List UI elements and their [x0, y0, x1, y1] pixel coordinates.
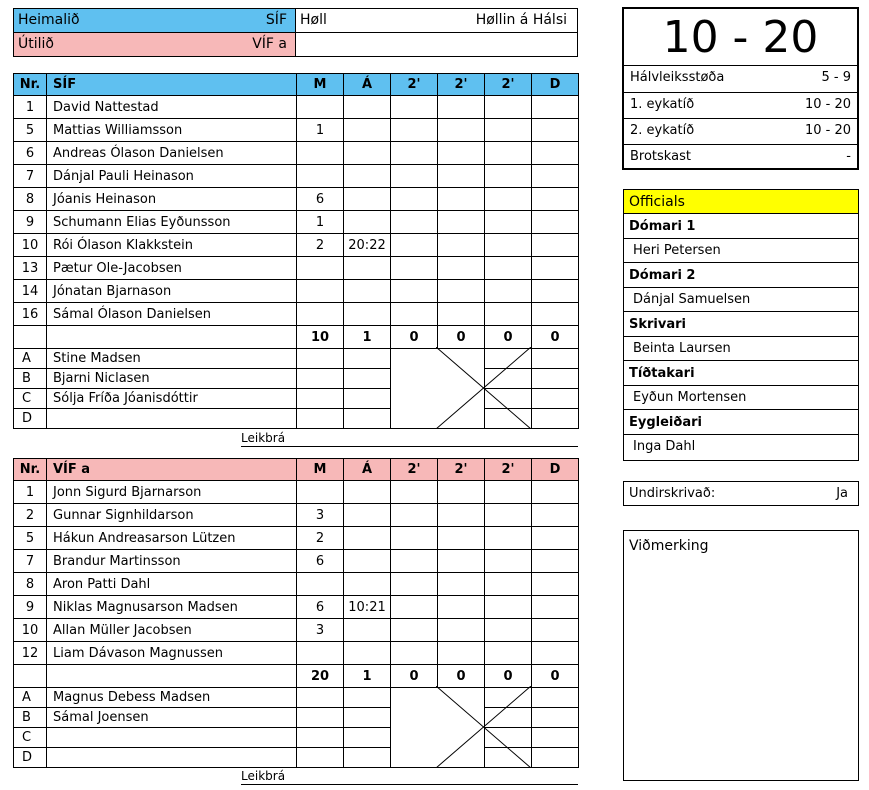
player-goals: 1	[297, 211, 344, 234]
player-goals: 6	[297, 596, 344, 619]
official-person: Beinta Laursen	[624, 337, 858, 361]
score-row-label: Brotskast	[630, 149, 691, 164]
signed-label: Undirskrivað:	[629, 486, 716, 501]
player-name: Rói Ólason Klakkstein	[47, 234, 297, 257]
player-goals: 2	[297, 527, 344, 550]
away-team-name: VÍF a	[252, 36, 287, 52]
score-row-value: -	[846, 149, 851, 164]
penalty-cell	[391, 303, 438, 326]
player-number: 6	[14, 142, 47, 165]
away-total-disq: 0	[532, 665, 579, 688]
official-cell	[344, 748, 391, 768]
penalty-cell	[391, 481, 438, 504]
player-name: Pætur Ole-Jacobsen	[47, 257, 297, 280]
player-row	[14, 142, 579, 165]
home-totals-row	[14, 326, 579, 349]
player-name: Andreas Ólason Danielsen	[47, 142, 297, 165]
player-name: Jonn Sigurd Bjarnarson	[47, 481, 297, 504]
official-cell	[532, 409, 579, 429]
player-goals	[297, 642, 344, 665]
penalty-cell	[532, 165, 579, 188]
player-row	[14, 527, 579, 550]
player-name: Niklas Magnusarson Madsen	[47, 596, 297, 619]
col-nr-header: Nr.	[14, 74, 47, 96]
penalty-cell	[532, 280, 579, 303]
official-code: C	[14, 389, 47, 409]
official-person: Heri Petersen	[624, 239, 858, 263]
venue-type: Høll	[300, 12, 327, 28]
away-total-2min: 0	[438, 665, 485, 688]
player-goals	[297, 303, 344, 326]
official-code: B	[14, 708, 47, 728]
official-person: Inga Dahl	[633, 439, 696, 454]
remark-box[interactable]	[623, 530, 859, 781]
official-code: B	[14, 369, 47, 389]
penalty-cell	[532, 550, 579, 573]
player-name: Liam Dávason Magnussen	[47, 642, 297, 665]
penalty-cell	[485, 142, 532, 165]
penalty-cell	[532, 619, 579, 642]
player-warning	[344, 550, 391, 573]
player-number: 10	[14, 234, 47, 257]
player-number: 16	[14, 303, 47, 326]
official-cell	[344, 688, 391, 708]
penalty-cell	[391, 642, 438, 665]
penalty-cell	[391, 119, 438, 142]
penalty-cell	[438, 234, 485, 257]
penalty-cell	[532, 96, 579, 119]
player-goals: 6	[297, 550, 344, 573]
score-row-label: Hálvleiksstøða	[630, 70, 725, 85]
official-cell	[297, 748, 344, 768]
player-name: Jóanis Heinason	[47, 188, 297, 211]
penalty-cell	[391, 211, 438, 234]
official-cell	[532, 389, 579, 409]
player-number: 9	[14, 211, 47, 234]
player-number: 5	[14, 119, 47, 142]
penalty-cell	[532, 119, 579, 142]
penalty-cell	[438, 619, 485, 642]
penalty-cell	[391, 165, 438, 188]
player-number: 9	[14, 596, 47, 619]
player-name: Jónatan Bjarnason	[47, 280, 297, 303]
penalty-cell	[438, 165, 485, 188]
away-total-2min: 0	[485, 665, 532, 688]
signed-box	[623, 481, 859, 506]
player-warning	[344, 257, 391, 280]
official-cell	[297, 349, 344, 369]
player-number: 1	[14, 96, 47, 119]
official-cell	[532, 708, 579, 728]
official-name	[47, 409, 297, 429]
player-goals	[297, 142, 344, 165]
player-number: 5	[14, 527, 47, 550]
cross-out-mark	[436, 347, 531, 429]
home-label-cell	[13, 8, 296, 33]
col-2min-header: 2'	[391, 459, 438, 481]
player-warning	[344, 280, 391, 303]
player-number: 2	[14, 504, 47, 527]
player-name: Aron Patti Dahl	[47, 573, 297, 596]
home-label: Heimalið	[18, 12, 80, 28]
player-row	[14, 481, 579, 504]
official-cell	[344, 389, 391, 409]
official-cell	[344, 369, 391, 389]
player-row	[14, 596, 579, 619]
player-goals	[297, 573, 344, 596]
official-person: Dánjal Samuelsen	[624, 288, 858, 312]
penalty-cell	[391, 596, 438, 619]
penalty-cell	[532, 596, 579, 619]
official-code: C	[14, 728, 47, 748]
score-row-label: 1. eykatíð	[630, 97, 695, 112]
official-cell	[344, 349, 391, 369]
home-total-goals: 10	[297, 326, 344, 349]
player-row	[14, 96, 579, 119]
penalty-cell	[438, 257, 485, 280]
player-number: 14	[14, 280, 47, 303]
player-warning	[344, 142, 391, 165]
penalty-cell	[391, 96, 438, 119]
player-name: Mattias Williamsson	[47, 119, 297, 142]
officials-panel	[623, 189, 859, 461]
score-row	[624, 118, 857, 144]
player-goals	[297, 96, 344, 119]
player-number: 7	[14, 550, 47, 573]
official-name	[47, 728, 297, 748]
penalty-cell	[438, 119, 485, 142]
player-name: Schumann Elias Eyðunsson	[47, 211, 297, 234]
penalty-cell	[485, 119, 532, 142]
penalty-cell	[532, 303, 579, 326]
away-table-team: VÍF a	[47, 459, 297, 481]
col-2min-header: 2'	[438, 459, 485, 481]
home-total-2min: 0	[391, 326, 438, 349]
player-goals: 1	[297, 119, 344, 142]
player-goals	[297, 280, 344, 303]
player-row	[14, 550, 579, 573]
player-row	[14, 188, 579, 211]
score-panel	[622, 7, 859, 170]
score-row	[624, 66, 857, 92]
player-row	[14, 303, 579, 326]
home-team-name: SÍF	[265, 12, 287, 28]
penalty-cell	[391, 234, 438, 257]
player-goals	[297, 481, 344, 504]
official-name: Sámal Joensen	[47, 708, 297, 728]
penalty-cell	[485, 280, 532, 303]
penalty-cell	[485, 504, 532, 527]
official-name: Bjarni Niclasen	[47, 369, 297, 389]
away-label: Útilið	[18, 36, 54, 52]
home-total-2min: 0	[438, 326, 485, 349]
away-signature-label: Leikbrá	[241, 769, 286, 783]
penalty-cell	[532, 642, 579, 665]
penalty-cell	[485, 481, 532, 504]
player-name: Hákun Andreasarson Lützen	[47, 527, 297, 550]
official-cell	[344, 728, 391, 748]
player-warning: 10:21	[344, 596, 391, 619]
player-name: Gunnar Signhildarson	[47, 504, 297, 527]
official-name: Sólja Fríða Jóanisdóttir	[47, 389, 297, 409]
official-cell	[532, 748, 579, 768]
official-cell	[532, 349, 579, 369]
player-warning	[344, 188, 391, 211]
player-warning	[344, 481, 391, 504]
penalty-cell	[532, 211, 579, 234]
penalty-cell	[485, 188, 532, 211]
player-name: Allan Müller Jacobsen	[47, 619, 297, 642]
home-total-disq: 0	[532, 326, 579, 349]
away-table-header	[14, 459, 579, 481]
player-warning	[344, 165, 391, 188]
player-warning	[344, 527, 391, 550]
away-signature-line	[241, 784, 578, 785]
penalty-cell	[485, 596, 532, 619]
official-cell	[344, 708, 391, 728]
official-code: D	[14, 409, 47, 429]
venue-name: Høllin á Hálsi	[475, 12, 567, 28]
penalty-cell	[532, 257, 579, 280]
penalty-cell	[532, 142, 579, 165]
penalty-cell	[485, 573, 532, 596]
official-role: Dómari 1	[624, 214, 858, 239]
player-warning	[344, 504, 391, 527]
official-role: Tíðtakari	[624, 361, 858, 386]
official-code: A	[14, 688, 47, 708]
penalty-cell	[438, 596, 485, 619]
remark-label: Viðmerking	[629, 538, 709, 554]
score-row	[624, 144, 857, 170]
official-cell	[297, 728, 344, 748]
home-table-header	[14, 74, 579, 96]
official-cell	[297, 688, 344, 708]
penalty-cell	[532, 527, 579, 550]
penalty-cell	[485, 96, 532, 119]
col-2min-header: 2'	[391, 74, 438, 96]
penalty-cell	[438, 550, 485, 573]
col-m-header: M	[297, 74, 344, 96]
player-warning: 20:22	[344, 234, 391, 257]
penalty-cell	[485, 619, 532, 642]
penalty-cell	[485, 234, 532, 257]
official-role: Eygleiðari	[624, 410, 858, 435]
player-name: Brandur Martinsson	[47, 550, 297, 573]
official-person: Eyðun Mortensen	[624, 386, 858, 410]
player-row	[14, 234, 579, 257]
official-code: D	[14, 748, 47, 768]
player-number: 8	[14, 188, 47, 211]
score-row-value: 10 - 20	[804, 97, 851, 112]
final-score: 10 - 20	[624, 9, 857, 66]
penalty-cell	[438, 142, 485, 165]
col-nr-header: Nr.	[14, 459, 47, 481]
penalty-cell	[485, 257, 532, 280]
penalty-cell	[391, 280, 438, 303]
penalty-cell	[532, 234, 579, 257]
penalty-cell	[391, 188, 438, 211]
col-d-header: D	[532, 459, 579, 481]
penalty-cell	[485, 642, 532, 665]
player-row	[14, 619, 579, 642]
player-row	[14, 211, 579, 234]
penalty-cell	[438, 504, 485, 527]
player-warning	[344, 211, 391, 234]
player-name: Sámal Ólason Danielsen	[47, 303, 297, 326]
penalty-cell	[391, 550, 438, 573]
player-number: 8	[14, 573, 47, 596]
officials-title: Officials	[624, 190, 858, 214]
official-cell	[532, 688, 579, 708]
player-goals	[297, 165, 344, 188]
official-cell	[532, 728, 579, 748]
penalty-cell	[391, 619, 438, 642]
col-a-header: Á	[344, 459, 391, 481]
player-number: 10	[14, 619, 47, 642]
penalty-cell	[438, 211, 485, 234]
player-warning	[344, 619, 391, 642]
official-name: Stine Madsen	[47, 349, 297, 369]
penalty-cell	[438, 481, 485, 504]
player-warning	[344, 573, 391, 596]
col-2min-header: 2'	[438, 74, 485, 96]
penalty-cell	[485, 211, 532, 234]
away-total-goals: 20	[297, 665, 344, 688]
player-name: Dánjal Pauli Heinason	[47, 165, 297, 188]
home-signature-label: Leikbrá	[241, 431, 286, 445]
player-row	[14, 504, 579, 527]
player-goals: 6	[297, 188, 344, 211]
player-number: 12	[14, 642, 47, 665]
official-role: Dómari 2	[624, 263, 858, 288]
venue-cell	[295, 8, 578, 33]
away-total-2min: 0	[391, 665, 438, 688]
penalty-cell	[485, 550, 532, 573]
penalty-cell	[485, 303, 532, 326]
home-total-warnings: 1	[344, 326, 391, 349]
player-row	[14, 257, 579, 280]
player-warning	[344, 119, 391, 142]
penalty-cell	[438, 303, 485, 326]
player-row	[14, 573, 579, 596]
penalty-cell	[532, 188, 579, 211]
penalty-cell	[438, 642, 485, 665]
penalty-cell	[438, 188, 485, 211]
official-role: Skrivari	[624, 312, 858, 337]
penalty-cell	[438, 280, 485, 303]
official-cell	[297, 389, 344, 409]
official-cell	[297, 708, 344, 728]
penalty-cell	[485, 527, 532, 550]
player-goals: 3	[297, 619, 344, 642]
player-warning	[344, 96, 391, 119]
penalty-cell	[485, 165, 532, 188]
penalty-cell	[532, 573, 579, 596]
penalty-cell	[391, 527, 438, 550]
penalty-cell	[391, 257, 438, 280]
player-name: David Nattestad	[47, 96, 297, 119]
official-name: Magnus Debess Madsen	[47, 688, 297, 708]
col-2min-header: 2'	[485, 459, 532, 481]
penalty-cell	[438, 527, 485, 550]
player-row	[14, 280, 579, 303]
col-m-header: M	[297, 459, 344, 481]
signed-value: Ja	[836, 486, 848, 501]
venue-extra-cell	[295, 32, 578, 57]
official-cell	[532, 369, 579, 389]
home-total-2min: 0	[485, 326, 532, 349]
official-cell	[297, 409, 344, 429]
player-goals	[297, 257, 344, 280]
player-number: 7	[14, 165, 47, 188]
away-total-warnings: 1	[344, 665, 391, 688]
penalty-cell	[532, 504, 579, 527]
home-signature-line	[241, 446, 578, 447]
player-goals: 3	[297, 504, 344, 527]
official-name	[47, 748, 297, 768]
penalty-cell	[391, 504, 438, 527]
official-cell	[344, 409, 391, 429]
away-label-cell	[13, 32, 296, 57]
player-row	[14, 119, 579, 142]
player-goals: 2	[297, 234, 344, 257]
official-cell	[297, 369, 344, 389]
penalty-cell	[391, 142, 438, 165]
player-number: 1	[14, 481, 47, 504]
player-number: 13	[14, 257, 47, 280]
score-row-label: 2. eykatíð	[630, 123, 695, 138]
score-row-value: 10 - 20	[804, 123, 851, 138]
score-row	[624, 92, 857, 118]
penalty-cell	[532, 481, 579, 504]
penalty-cell	[438, 573, 485, 596]
player-warning	[344, 303, 391, 326]
home-table-team: SÍF	[47, 74, 297, 96]
player-warning	[344, 642, 391, 665]
col-2min-header: 2'	[485, 74, 532, 96]
cross-out-mark	[436, 686, 531, 768]
official-code: A	[14, 349, 47, 369]
player-row	[14, 642, 579, 665]
penalty-cell	[391, 573, 438, 596]
player-row	[14, 165, 579, 188]
col-a-header: Á	[344, 74, 391, 96]
score-row-value: 5 - 9	[821, 70, 851, 85]
away-totals-row	[14, 665, 579, 688]
col-d-header: D	[532, 74, 579, 96]
penalty-cell	[438, 96, 485, 119]
